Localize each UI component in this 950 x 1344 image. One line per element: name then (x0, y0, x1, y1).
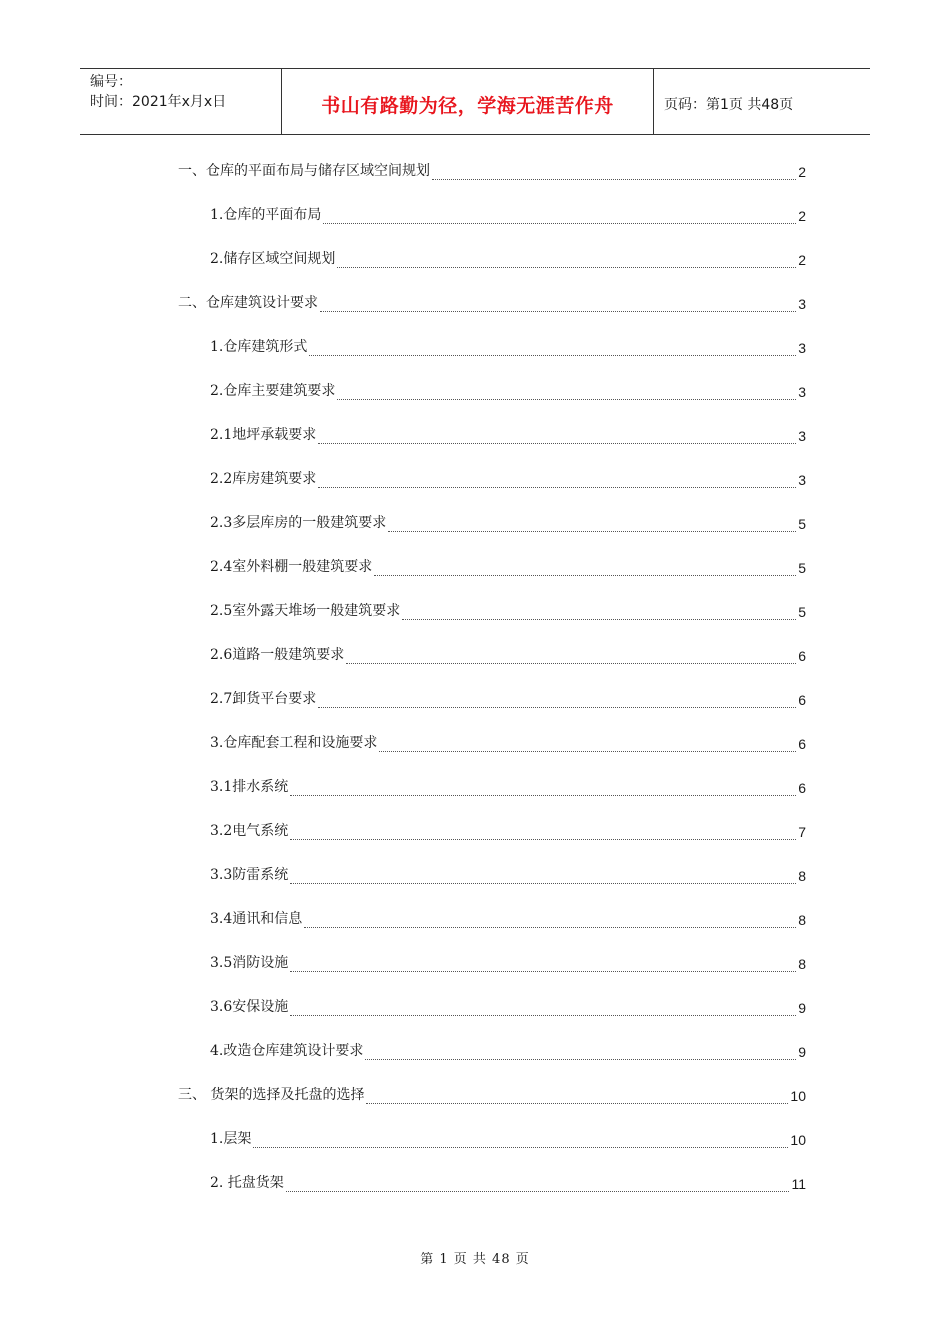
toc-entry-title: 3.6安保设施 (210, 999, 289, 1015)
toc-entry-page: 6 (798, 692, 806, 708)
toc-entry-title: 3.1排水系统 (210, 779, 289, 795)
toc-dot-leader (366, 1087, 788, 1104)
toc-dot-leader (290, 867, 796, 884)
toc-entry[interactable] (210, 952, 806, 972)
toc-entry-title: 2.1地坪承载要求 (210, 427, 317, 443)
toc-dot-leader (337, 251, 796, 268)
toc-dot-leader (346, 647, 796, 664)
toc-dot-leader (309, 339, 796, 356)
toc-entry[interactable] (210, 732, 806, 752)
toc-dot-leader (374, 559, 796, 576)
toc-entry[interactable] (210, 380, 806, 400)
toc-entry-title: 三、 货架的选择及托盘的选择 (178, 1087, 365, 1103)
toc-entry[interactable] (210, 1172, 806, 1192)
toc-entry-page: 3 (798, 296, 806, 312)
toc-entry-page: 5 (798, 604, 806, 620)
toc-entry[interactable] (210, 600, 806, 620)
toc-entry-page: 2 (798, 208, 806, 224)
toc-entry-page: 3 (798, 384, 806, 400)
toc-entry-title: 3.仓库配套工程和设施要求 (210, 735, 378, 751)
toc-dot-leader (253, 1131, 788, 1148)
toc-entry-page: 6 (798, 648, 806, 664)
toc-entry[interactable] (210, 688, 806, 708)
toc-entry[interactable] (210, 468, 806, 488)
toc-entry-title: 3.2电气系统 (210, 823, 289, 839)
toc-entry-page: 8 (798, 868, 806, 884)
toc-dot-leader (290, 999, 796, 1016)
toc-entry-title: 3.5消防设施 (210, 955, 289, 971)
toc-entry-page: 7 (798, 824, 806, 840)
toc-entry[interactable] (210, 864, 806, 884)
toc-dot-leader (318, 691, 796, 708)
toc-entry-page: 6 (798, 780, 806, 796)
toc-entry[interactable] (210, 644, 806, 664)
toc-dot-leader (432, 163, 796, 180)
toc-entry-page: 10 (790, 1132, 806, 1148)
toc-entry-title: 二、仓库建筑设计要求 (178, 295, 318, 311)
toc-entry[interactable] (210, 424, 806, 444)
toc-entry-page: 2 (798, 164, 806, 180)
toc-entry-page: 8 (798, 956, 806, 972)
toc-entry-page: 9 (798, 1000, 806, 1016)
toc-entry[interactable] (210, 1040, 806, 1060)
toc-entry-title: 2.7卸货平台要求 (210, 691, 317, 707)
toc-entry-title: 3.4通讯和信息 (210, 911, 303, 927)
toc-entry-page: 9 (798, 1044, 806, 1060)
toc-entry[interactable] (210, 908, 806, 928)
document-number-label: 编号： (90, 74, 132, 90)
toc-entry-title: 2.5室外露天堆场一般建筑要求 (210, 603, 401, 619)
toc-entry-page: 2 (798, 252, 806, 268)
toc-dot-leader (365, 1043, 796, 1060)
toc-dot-leader (318, 471, 796, 488)
page-footer: 第 1 页 共 48 页 (420, 1252, 530, 1267)
toc-entry[interactable] (178, 1084, 806, 1104)
toc-dot-leader (286, 1175, 790, 1192)
toc-dot-leader (290, 823, 796, 840)
toc-entry[interactable] (210, 996, 806, 1016)
toc-entry-page: 11 (791, 1176, 806, 1192)
toc-entry-title: 2.3多层库房的一般建筑要求 (210, 515, 387, 531)
toc-entry-page: 5 (798, 516, 806, 532)
toc-entry-title: 2.仓库主要建筑要求 (210, 383, 336, 399)
toc-dot-leader (337, 383, 796, 400)
toc-entry-title: 2.2库房建筑要求 (210, 471, 317, 487)
toc-dot-leader (320, 295, 796, 312)
toc-entry-page: 3 (798, 428, 806, 444)
toc-entry-title: 2. 托盘货架 (210, 1175, 284, 1191)
toc-dot-leader (304, 911, 796, 928)
toc-entry-title: 4.改造仓库建筑设计要求 (210, 1043, 364, 1059)
toc-entry[interactable] (210, 336, 806, 356)
toc-entry[interactable] (210, 512, 806, 532)
toc-entry-title: 1.仓库建筑形式 (210, 339, 308, 355)
toc-entry-page: 3 (798, 472, 806, 488)
toc-dot-leader (379, 735, 796, 752)
toc-entry[interactable] (178, 160, 806, 180)
toc-dot-leader (290, 779, 796, 796)
toc-entry[interactable] (210, 1128, 806, 1148)
toc-entry-title: 3.3防雷系统 (210, 867, 289, 883)
toc-entry-title: 1.层架 (210, 1131, 252, 1147)
header-page-info: 页码：第1页 共48页 (664, 97, 794, 113)
toc-entry[interactable] (210, 776, 806, 796)
toc-entry-page: 3 (798, 340, 806, 356)
toc-entry[interactable] (210, 204, 806, 224)
header-motto: 书山有路勤为径，学海无涯苦作舟 (321, 95, 614, 117)
toc-entry-title: 一、仓库的平面布局与储存区域空间规划 (178, 163, 430, 179)
toc-dot-leader (290, 955, 796, 972)
toc-entry[interactable] (210, 248, 806, 268)
toc-entry-page: 8 (798, 912, 806, 928)
toc-entry[interactable] (178, 292, 806, 312)
toc-dot-leader (402, 603, 796, 620)
toc-entry-title: 2.4室外料棚一般建筑要求 (210, 559, 373, 575)
toc-entry[interactable] (210, 820, 806, 840)
toc-entry-page: 6 (798, 736, 806, 752)
document-date: 时间：2021年x月x日 (90, 94, 227, 110)
toc-dot-leader (323, 207, 796, 224)
toc-dot-leader (388, 515, 796, 532)
toc-entry-page: 10 (790, 1088, 806, 1104)
toc-entry-title: 2.6道路一般建筑要求 (210, 647, 345, 663)
toc-entry[interactable] (210, 556, 806, 576)
toc-dot-leader (318, 427, 796, 444)
toc-entry-page: 5 (798, 560, 806, 576)
toc-entry-title: 1.仓库的平面布局 (210, 207, 322, 223)
toc-entry-title: 2.储存区域空间规划 (210, 251, 336, 267)
